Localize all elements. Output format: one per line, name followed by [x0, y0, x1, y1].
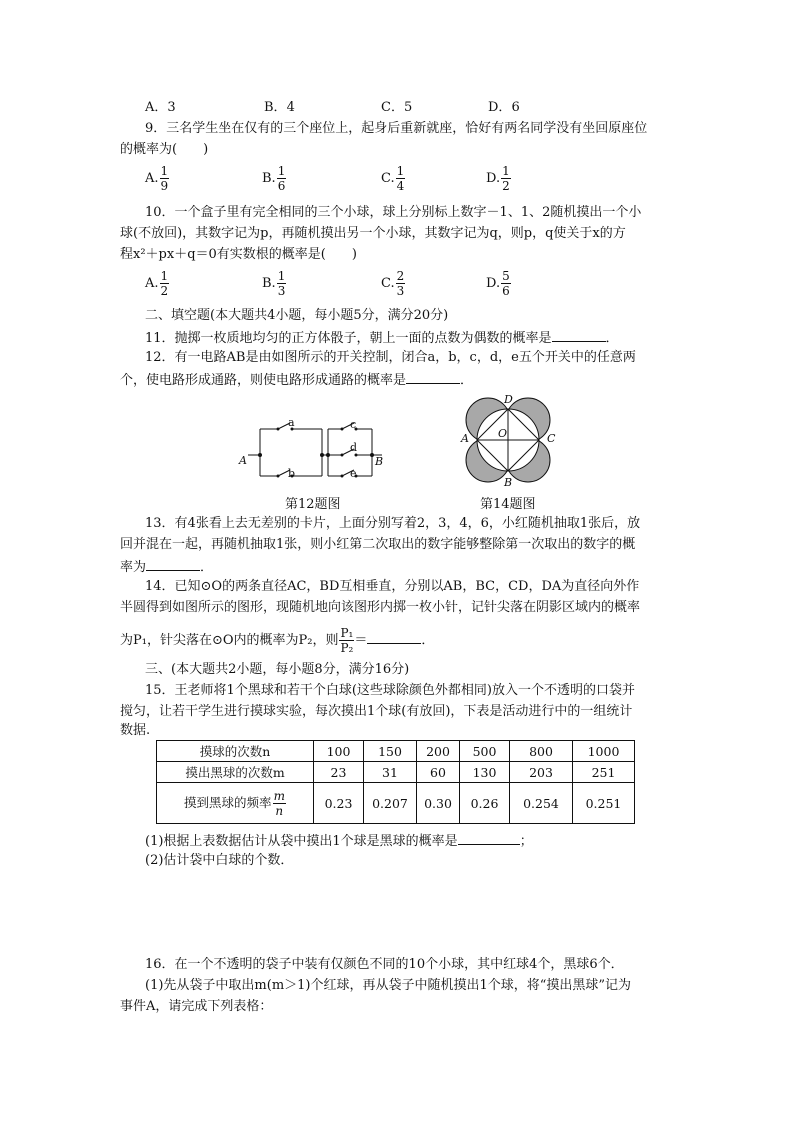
fig14-caption: 第14题图: [480, 497, 536, 512]
q12-line1: 12．有一电路AB是由如图所示的开关控制，闭合a，b，c，d，e五个开关中的任意两: [145, 350, 636, 365]
q15-sub1-end: ；: [519, 834, 533, 849]
row-label-frequency-text: 摸到黑球的频率: [184, 794, 272, 810]
q9-choice-c: C. $\frac{1}{4}$: [381, 164, 405, 193]
point-o-label: O: [498, 427, 508, 440]
q14-blank: [367, 629, 421, 644]
q8-choice-d: D．6: [488, 100, 520, 115]
row-label-m: 摸出黑球的次数m: [157, 762, 314, 783]
switch-a-label: a: [288, 416, 295, 429]
q14-line1: 14．已知⊙O的两条直径AC，BD互相垂直，分别以AB，BC，CD，DA为直径向外作: [145, 579, 640, 594]
table-cell: 130: [460, 762, 510, 783]
q16-line3: 事件A，请完成下列表格：: [120, 999, 273, 1014]
table-cell: 800: [510, 741, 573, 762]
q16-line1: 16．在一个不透明的袋子中装有仅颜色不同的10个小球，其中红球4个，黑球6个．: [145, 957, 624, 972]
table-cell: 0.207: [364, 783, 417, 824]
q10-choice-c: C. $\frac{2}{3}$: [381, 269, 405, 298]
q8-choice-a: A．3: [145, 100, 176, 115]
q13-blank: [146, 556, 200, 571]
row-label-frequency: 摸到黑球的频率 $\frac{m}{n}$: [157, 783, 314, 824]
table-row: [157, 762, 635, 783]
table-cell: 0.254: [510, 783, 573, 824]
section-2-heading: 二、填空题(本大题共4小题，每小题5分，满分20分): [145, 308, 449, 323]
q10-line2: 球(不放回)，其数字记为p，再随机摸出另一个小球，其数字记为q，则p，q使关于x的方: [120, 226, 626, 241]
table-cell: 150: [364, 741, 417, 762]
table-cell: 60: [417, 762, 460, 783]
table-cell: 251: [573, 762, 635, 783]
q15-line2: 搅匀，让若干学生进行摸球实验，每次摸出1个球(有放回)，下表是活动进行中的一组统计: [120, 704, 633, 719]
q10-choice-a: A. $\frac{1}{2}$: [145, 269, 169, 298]
q13-line2: 回并混在一起，再随机抽取1张，则小红第二次取出的数字能够整除第一次取出的数字的概: [120, 537, 636, 552]
q15-sub1-text: (1)根据上表数据估计从袋中摸出1个球是黑球的概率是: [145, 834, 458, 849]
table-cell: 23: [314, 762, 364, 783]
q15-line3: 数据.: [120, 723, 151, 738]
stats-table: [156, 740, 635, 824]
point-b-label: B: [504, 476, 513, 488]
q10-choice-b: B. $\frac{1}{3}$: [262, 269, 286, 298]
p-ratio-fraction: $\frac{\text{P₁}}{\text{P₂}}$: [340, 626, 354, 655]
table-cell: 200: [417, 741, 460, 762]
table-cell: 203: [510, 762, 573, 783]
table-cell: 31: [364, 762, 417, 783]
q14-line3: [120, 626, 434, 655]
q11-end: ．: [605, 331, 619, 346]
table-cell: 500: [460, 741, 510, 762]
q11: [145, 327, 619, 349]
q13-line1: 13．有4张看上去无差别的卡片，上面分别写着2，3，4，6，小红随机抽取1张后，放: [145, 516, 641, 531]
q13-end: ．: [200, 560, 214, 575]
q10-line1: 10．一个盒子里有完全相同的三个小球，球上分别标上数字－1、1、2随机摸出一个小: [145, 205, 642, 220]
fig12-caption: 第12题图: [285, 497, 341, 512]
table-cell: 0.23: [314, 783, 364, 824]
q12-blank: [406, 369, 460, 384]
q12-line2-text: 个，使电路形成通路，则使电路形成通路的概率是: [120, 373, 407, 388]
q16-line2: (1)先从袋子中取出m(m＞1)个红球，再从袋子中随机摸出1个球，将“摸出黑球”记为: [145, 978, 632, 993]
q11-blank: [552, 327, 606, 342]
q15-sub2: (2)估计袋中白球的个数．: [145, 853, 294, 868]
point-c-label: C: [547, 432, 556, 445]
q14-line2: 半圆得到如图所示的图形，现随机地向该图形内掷一枚小针，记针尖落在阴影区域内的概率: [120, 600, 641, 615]
table-cell: 100: [314, 741, 364, 762]
switch-e-label: e: [350, 467, 357, 480]
table-row: [157, 741, 635, 762]
q14-end: ．: [421, 633, 435, 648]
row-label-n: 摸球的次数n: [157, 741, 314, 762]
point-a-label: A: [461, 432, 469, 445]
q13-line3-text: 率为: [120, 560, 147, 575]
table-cell: 0.30: [417, 783, 460, 824]
table-row: [157, 783, 635, 824]
q12-line2: [120, 369, 473, 391]
q8-choice-b: B．4: [264, 100, 295, 115]
table-cell: 1000: [573, 741, 635, 762]
q9-line2: 的概率为( ): [120, 142, 209, 157]
q14-equals: ＝: [354, 633, 368, 648]
q14-line3-text: 为P₁，针尖落在⊙O内的概率为P₂，则: [120, 633, 339, 648]
section-3-heading: 三、(本大题共2小题，每小题8分，满分16分): [145, 662, 410, 677]
switch-b-label: b: [288, 467, 296, 480]
q8-choice-c: C．5: [381, 100, 413, 115]
q10-choice-d: D. $\frac{5}{6}$: [486, 269, 510, 298]
circle-figure: [458, 392, 558, 488]
q9-choice-a: A. $\frac{1}{9}$: [145, 164, 169, 193]
q9-line1: 9．三名学生坐在仅有的三个座位上，起身后重新就座，恰好有两名同学没有坐回原座位: [145, 121, 648, 136]
q15-sub1: [145, 830, 533, 852]
circuit-diagram: [236, 414, 386, 490]
q15-blank: [458, 830, 520, 845]
q10-line3: 程x²＋px＋q＝0有实数根的概率是( ): [120, 247, 357, 262]
q11-text: 11．抛掷一枚质地均匀的正方体骰子，朝上一面的点数为偶数的概率是: [145, 331, 552, 346]
table-cell: 0.251: [573, 783, 635, 824]
q13-line3: [120, 556, 213, 578]
point-d-label: D: [504, 393, 513, 406]
q15-line1: 15．王老师将1个黑球和若干个白球(这些球除颜色外都相同)放入一个不透明的口袋并: [145, 683, 635, 698]
q9-choice-b: B. $\frac{1}{6}$: [262, 164, 286, 193]
terminal-a-label: A: [239, 454, 247, 467]
terminal-b-label: B: [375, 455, 384, 468]
q12-end: ．: [460, 373, 474, 388]
switch-d-label: d: [350, 441, 358, 454]
table-cell: 0.26: [460, 783, 510, 824]
q9-choice-d: D. $\frac{1}{2}$: [486, 164, 510, 193]
switch-c-label: c: [350, 418, 357, 431]
